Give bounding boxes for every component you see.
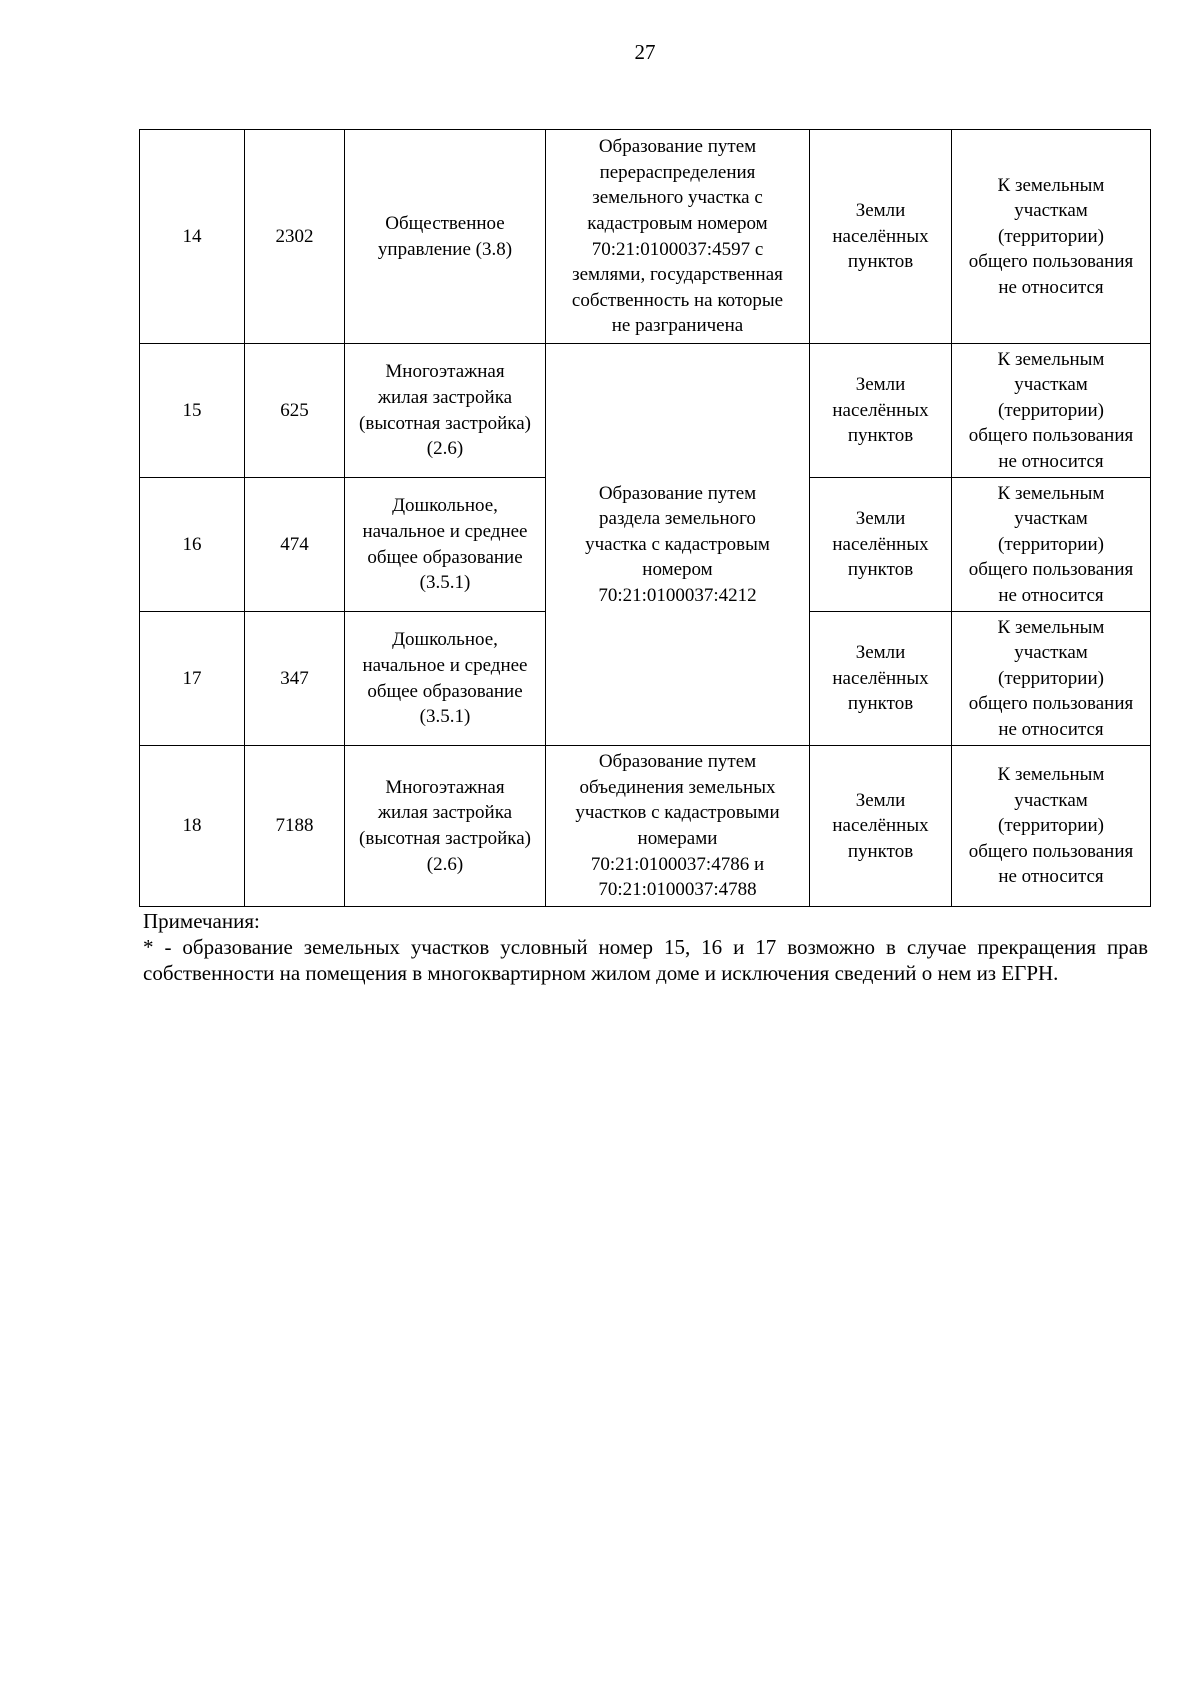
cell-land-category: Земли населённых пунктов	[810, 344, 952, 478]
cell-land-category: Земли населённых пунктов	[810, 130, 952, 344]
cell-common-use-status: К земельным участкам (территории) общего пользования не относится	[952, 612, 1151, 746]
notes-text: * - образование земельных участков условный номер 15, 16 и 17 возможно в случае прекращения прав собственности на помещения в многоквартирном жилом доме и исключения сведений о нем из ЕГРН.	[143, 935, 1148, 985]
cell-number: 16	[140, 478, 245, 612]
notes-section	[143, 908, 1148, 986]
cell-area: 2302	[245, 130, 345, 344]
notes-title: Примечания:	[143, 909, 260, 933]
cell-number: 14	[140, 130, 245, 344]
table-row	[140, 344, 1151, 478]
cell-common-use-status: К земельным участкам (территории) общего пользования не относится	[952, 130, 1151, 344]
cell-area: 347	[245, 612, 345, 746]
land-plots-table	[139, 129, 1151, 907]
cell-number: 15	[140, 344, 245, 478]
cell-land-category: Земли населённых пунктов	[810, 746, 952, 907]
cell-common-use-status: К земельным участкам (территории) общего пользования не относится	[952, 344, 1151, 478]
cell-number: 17	[140, 612, 245, 746]
cell-permitted-use: Многоэтажная жилая застройка (высотная застройка) (2.6)	[345, 746, 546, 907]
cell-area: 7188	[245, 746, 345, 907]
cell-formation-method: Образование путем перераспределения земельного участка с кадастровым номером 70:21:0100037:4597 с землями, государственная собственность на которые не разграничена	[546, 130, 810, 344]
cell-formation-method-merged: Образование путем раздела земельного участка с кадастровым номером 70:21:0100037:4212	[546, 344, 810, 746]
cell-land-category: Земли населённых пунктов	[810, 612, 952, 746]
cell-permitted-use: Общественное управление (3.8)	[345, 130, 546, 344]
page-number: 27	[634, 40, 656, 64]
cell-common-use-status: К земельным участкам (территории) общего пользования не относится	[952, 746, 1151, 907]
cell-formation-method: Образование путем объединения земельных участков с кадастровыми номерами 70:21:0100037:4786 и 70:21:0100037:4788	[546, 746, 810, 907]
cell-area: 625	[245, 344, 345, 478]
cell-common-use-status: К земельным участкам (территории) общего пользования не относится	[952, 478, 1151, 612]
table-row	[140, 130, 1151, 344]
cell-area: 474	[245, 478, 345, 612]
cell-permitted-use: Дошкольное, начальное и среднее общее образование (3.5.1)	[345, 612, 546, 746]
cell-permitted-use: Дошкольное, начальное и среднее общее образование (3.5.1)	[345, 478, 546, 612]
cell-land-category: Земли населённых пунктов	[810, 478, 952, 612]
cell-permitted-use: Многоэтажная жилая застройка (высотная застройка) (2.6)	[345, 344, 546, 478]
table-row	[140, 746, 1151, 907]
cell-number: 18	[140, 746, 245, 907]
